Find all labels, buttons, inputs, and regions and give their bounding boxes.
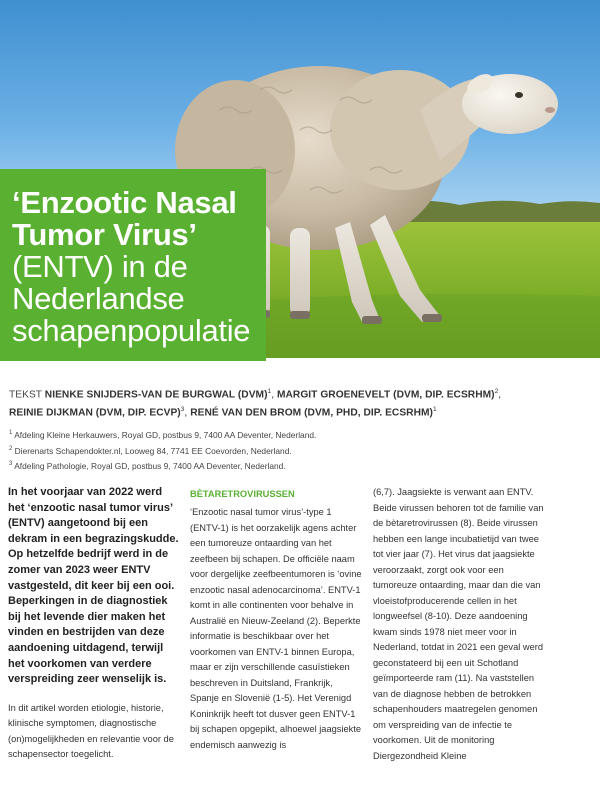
title-line: ‘Enzootic Nasal (12, 185, 237, 220)
title-line: Tumor Virus’ (12, 217, 197, 252)
affiliation-number: 1 (9, 429, 13, 436)
affiliation (9, 442, 594, 458)
affiliation-text: Dierenarts Schapendokter.nl, Looweg 84, 7741 EE Coevorden, Nederland. (14, 445, 292, 456)
author-name: MARGIT GROENEVELT (DVM, DIP. ECSRHM) (276, 389, 495, 401)
affiliations (9, 426, 594, 473)
affiliation-text: Afdeling Kleine Herkauwers, Royal GD, postbus 9, 7400 AA Deventer, Nederland. (14, 429, 317, 440)
affiliation (9, 426, 594, 442)
affiliation-text: Afdeling Pathologie, Royal GD, postbus 9, 7400 AA Deventer, Nederland. (14, 461, 286, 472)
subtitle-line: Nederlandse (12, 281, 185, 316)
column-2 (190, 485, 364, 753)
intro-paragraph: In dit artikel worden etiologie, historie, klinische symptomen, diagnostische (on)mogelijkheden en relevantie voor de schapensector toegelicht. (8, 702, 174, 760)
article-title (12, 187, 254, 251)
subtitle-line: schapenpopulatie (12, 313, 251, 348)
lead-paragraph: In het voorjaar van 2022 werd het ‘enzootic nasal tumor virus’ (ENTV) aangetoond bij een dekram in een begrazingskudde. Op hetzelfde bedrijf werd in de zomer van 2023 weer ENTV vastgesteld, dit keer bij een ooi. Beperkingen in de diagnostiek bij het levende dier maken het vinden en bestrijden van deze aandoening uitdagend, terwijl het voorkomen van verdere verspreiding zeer wenselijk is. (8, 486, 179, 686)
affiliation (9, 457, 594, 473)
affiliation-number: 2 (9, 445, 13, 452)
body-paragraph: (6,7). Jaagsiekte is verwant aan ENTV. Beide virussen behoren tot de familie van de bètaretrovirussen (8). Beide virussen hebben een lange incubatietijd van twee tot vier jaar (7). Het virus dat jaagsiekte veroorzaakt, zorgt ook voor een tumoreuze ontaarding, maar dan die van vloeistofproducerende cellen in het longweefsel (8-10). Deze aandoening kwam sinds 1978 niet meer voor in Nederland, totdat in 2021 een geval werd geconstateerd bij een uit Schotland geïmporteerde ram (11). Na vaststellen van de diagnose hebben de betrokken schapenhouders maatregelen genomen om verspreiding van de infectie te voorkomen. Uit de monitoring Diergezondheid Kleine (373, 487, 544, 761)
affiliation-marker: 1 (267, 388, 272, 395)
body-paragraph: ‘Enzootic nasal tumor virus’-type 1 (ENTV-1) is het oorzakelijk agens achter een tumoreuze ontaarding van het zeefbeen bij schapen. De officiële naam voor dergelijke zeefbeentumoren is ‘ovine enzootic nasal adenocarcinoma’. ENTV-1 komt in alle continenten voor behalve in Australië en Nieuw-Zeeland (2). Beperkte informatie is beschikbaar over het voorkomen van ENTV-1 binnen Europa, maar er zijn verschillende casuïstieken beschreven in Duitsland, Frankrijk, Spanje en Slovenië (1-5). Het Verenigd Koninkrijk heeft tot dusver geen ENTV-1 bij schapen opgepikt, alhoewel jaagsiekte endemisch aanwezig is (190, 507, 362, 750)
byline: TEKST NIENKE SNIJDERS-VAN DE BURGWAL (DVM)$^1$, MARGIT GROENEVELT (DVM, DIP. ECSRHM)$^2$, REINIE DIJKMAN (DVM, DIP. ECVP)$^3$, RENÉ VAN DEN BROM (DVM, PHD, DIP. ECSRHM)$^1$ (9, 388, 502, 419)
affiliation-marker: 1 (432, 406, 437, 414)
subtitle-line: (ENTV) in de (12, 249, 188, 284)
affiliation-marker: 2 (494, 388, 499, 395)
author-name: RENÉ VAN DEN BROM (DVM, PHD, DIP. ECSRHM) (190, 407, 433, 419)
affiliation-marker: 3 (180, 406, 185, 414)
affiliation-number: 3 (9, 461, 13, 468)
author-name: NIENKE SNIJDERS-VAN DE BURGWAL (DVM) (44, 389, 268, 401)
column-1 (8, 485, 180, 763)
author-block (9, 384, 594, 473)
title-box (0, 169, 266, 361)
column-3 (373, 485, 545, 764)
author-name: REINIE DIJKMAN (DVM, DIP. ECVP) (9, 407, 181, 419)
byline-label: TEKST (9, 389, 42, 401)
article-subtitle (12, 251, 254, 347)
section-heading: BÈTARETROVIRUSSEN (190, 489, 295, 499)
